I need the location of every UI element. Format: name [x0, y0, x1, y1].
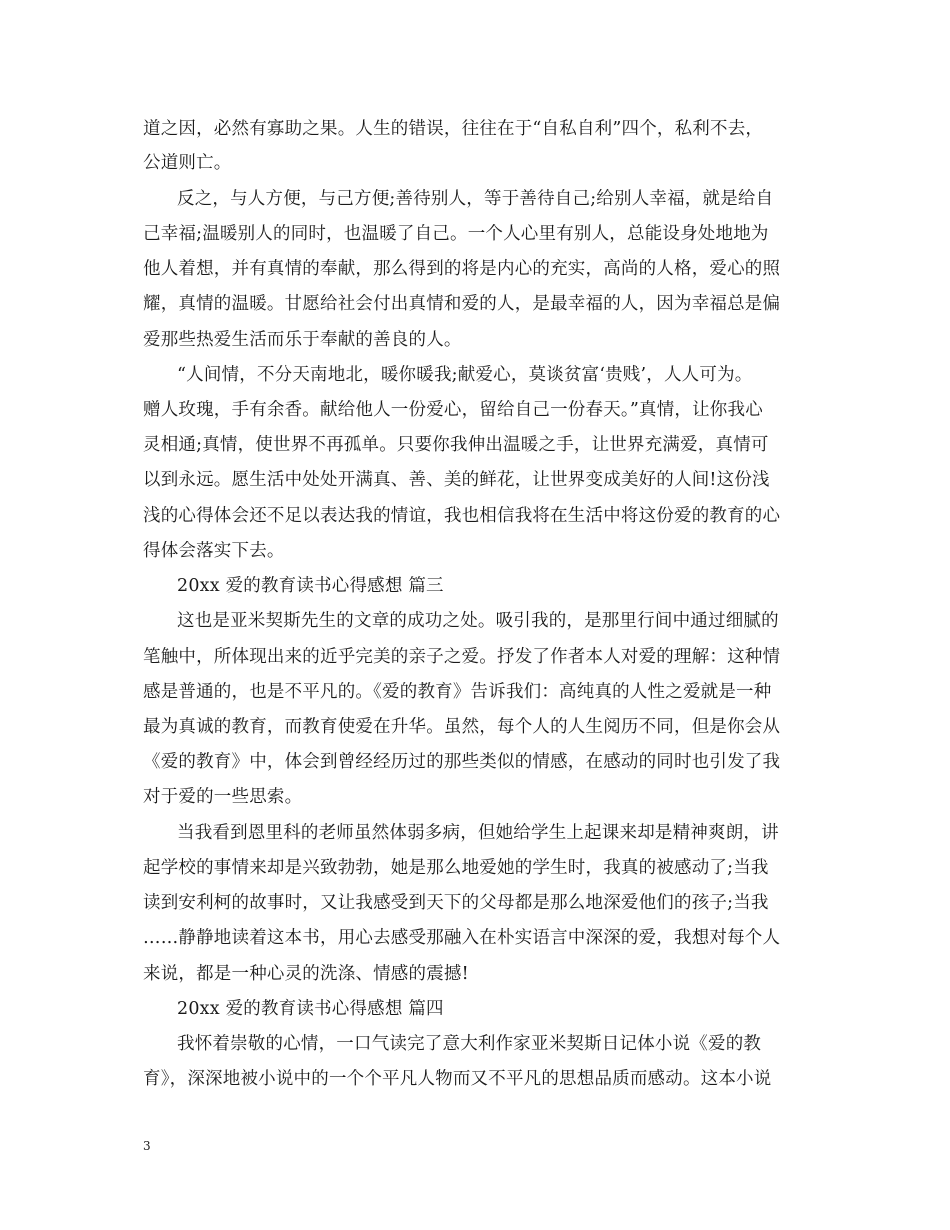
text-line: 公道则亡。 — [143, 153, 232, 173]
text-line: 《爱的教育》中，体会到曾经经历过的那些类似的情感，在感动的同时也引发了我 — [143, 752, 781, 772]
paragraph-start: 反之，与人方便，与己方便;善待别人，等于善待自己;给别人幸福，就是给自 — [177, 189, 774, 209]
text-line: 对于爱的一些思索。 — [143, 787, 303, 807]
text-line: 赠人玫瑰，手有余香。献给他人一份爱心，留给自己一份春天。”真情，让你我心 — [143, 400, 763, 420]
text-line: ……静静地读着这本书，用心去感受那融入在朴实语言中深深的爱，我想对每个人 — [143, 928, 781, 948]
text-line: 育》，深深地被小说中的一个个平凡人物而又不平凡的思想品质而感动。这本小说 — [143, 1069, 772, 1089]
text-line: 来说，都是一种心灵的洗涤、情感的震撼! — [143, 964, 469, 984]
text-line: 浅的心得体会还不足以表达我的情谊，我也相信我将在生活中将这份爱的教育的心 — [143, 506, 781, 526]
text-line: 起学校的事情来却是兴致勃勃，她是那么地爱她的学生时，我真的被感动了;当我 — [143, 858, 769, 878]
paragraph-start: 当我看到恩里科的老师虽然体弱多病，但她给学生上起课来却是精神爽朗，讲 — [177, 823, 779, 843]
text-line: 他人着想，并有真情的奉献，那么得到的将是内心的充实，高尚的人格，爱心的照 — [143, 259, 781, 279]
text-line: 以到永远。愿生活中处处开满真、善、美的鲜花，让世界变成美好的人间!这份浅 — [143, 470, 770, 490]
paragraph-start: 我怀着崇敬的心情，一口气读完了意大利作家亚米契斯日记体小说《爱的教 — [177, 1034, 762, 1054]
text-line: 笔触中，所体现出来的近乎完美的亲子之爱。抒发了作者本人对爱的理解：这种情 — [143, 647, 781, 667]
text-line: 读到安利柯的故事时，又让我感受到天下的父母都是那么地深爱他们的孩子;当我 — [143, 893, 769, 913]
section-heading: 20xx 爱的教育读书心得感想 篇三 — [177, 576, 444, 596]
text-line: 耀，真情的温暖。甘愿给社会付出真情和爱的人，是最幸福的人，因为幸福总是偏 — [143, 294, 781, 314]
page-number: 3 — [143, 1139, 151, 1153]
section-heading: 20xx 爱的教育读书心得感想 篇四 — [177, 999, 444, 1019]
text-line: 爱那些热爱生活而乐于奉献的善良的人。 — [143, 330, 462, 350]
text-line: 道之因，必然有寡助之果。人生的错误，往往在于“自私自利”四个，私利不去， — [143, 119, 764, 139]
text-line: 最为真诚的教育，而教育使爱在升华。虽然，每个人的人生阅历不同，但是你会从 — [143, 717, 781, 737]
text-line: 灵相通;真情，使世界不再孤单。只要你我伸出温暖之手，让世界充满爱，真情可 — [143, 435, 769, 455]
paragraph-start: 这也是亚米契斯先生的文章的成功之处。吸引我的，是那里行间中通过细腻的 — [177, 611, 779, 631]
text-line: 得体会落实下去。 — [143, 541, 285, 561]
paragraph-start: “人间情，不分天南地北，暖你暖我;献爱心，莫谈贫富‘贵贱’，人人可为。 — [177, 365, 753, 385]
text-line: 己幸福;温暖别人的同时，也温暖了自己。一个人心里有别人，总能设身处地地为 — [143, 224, 769, 244]
text-line: 感是普通的，也是不平凡的。《爱的教育》告诉我们：高纯真的人性之爱就是一种 — [143, 682, 772, 702]
